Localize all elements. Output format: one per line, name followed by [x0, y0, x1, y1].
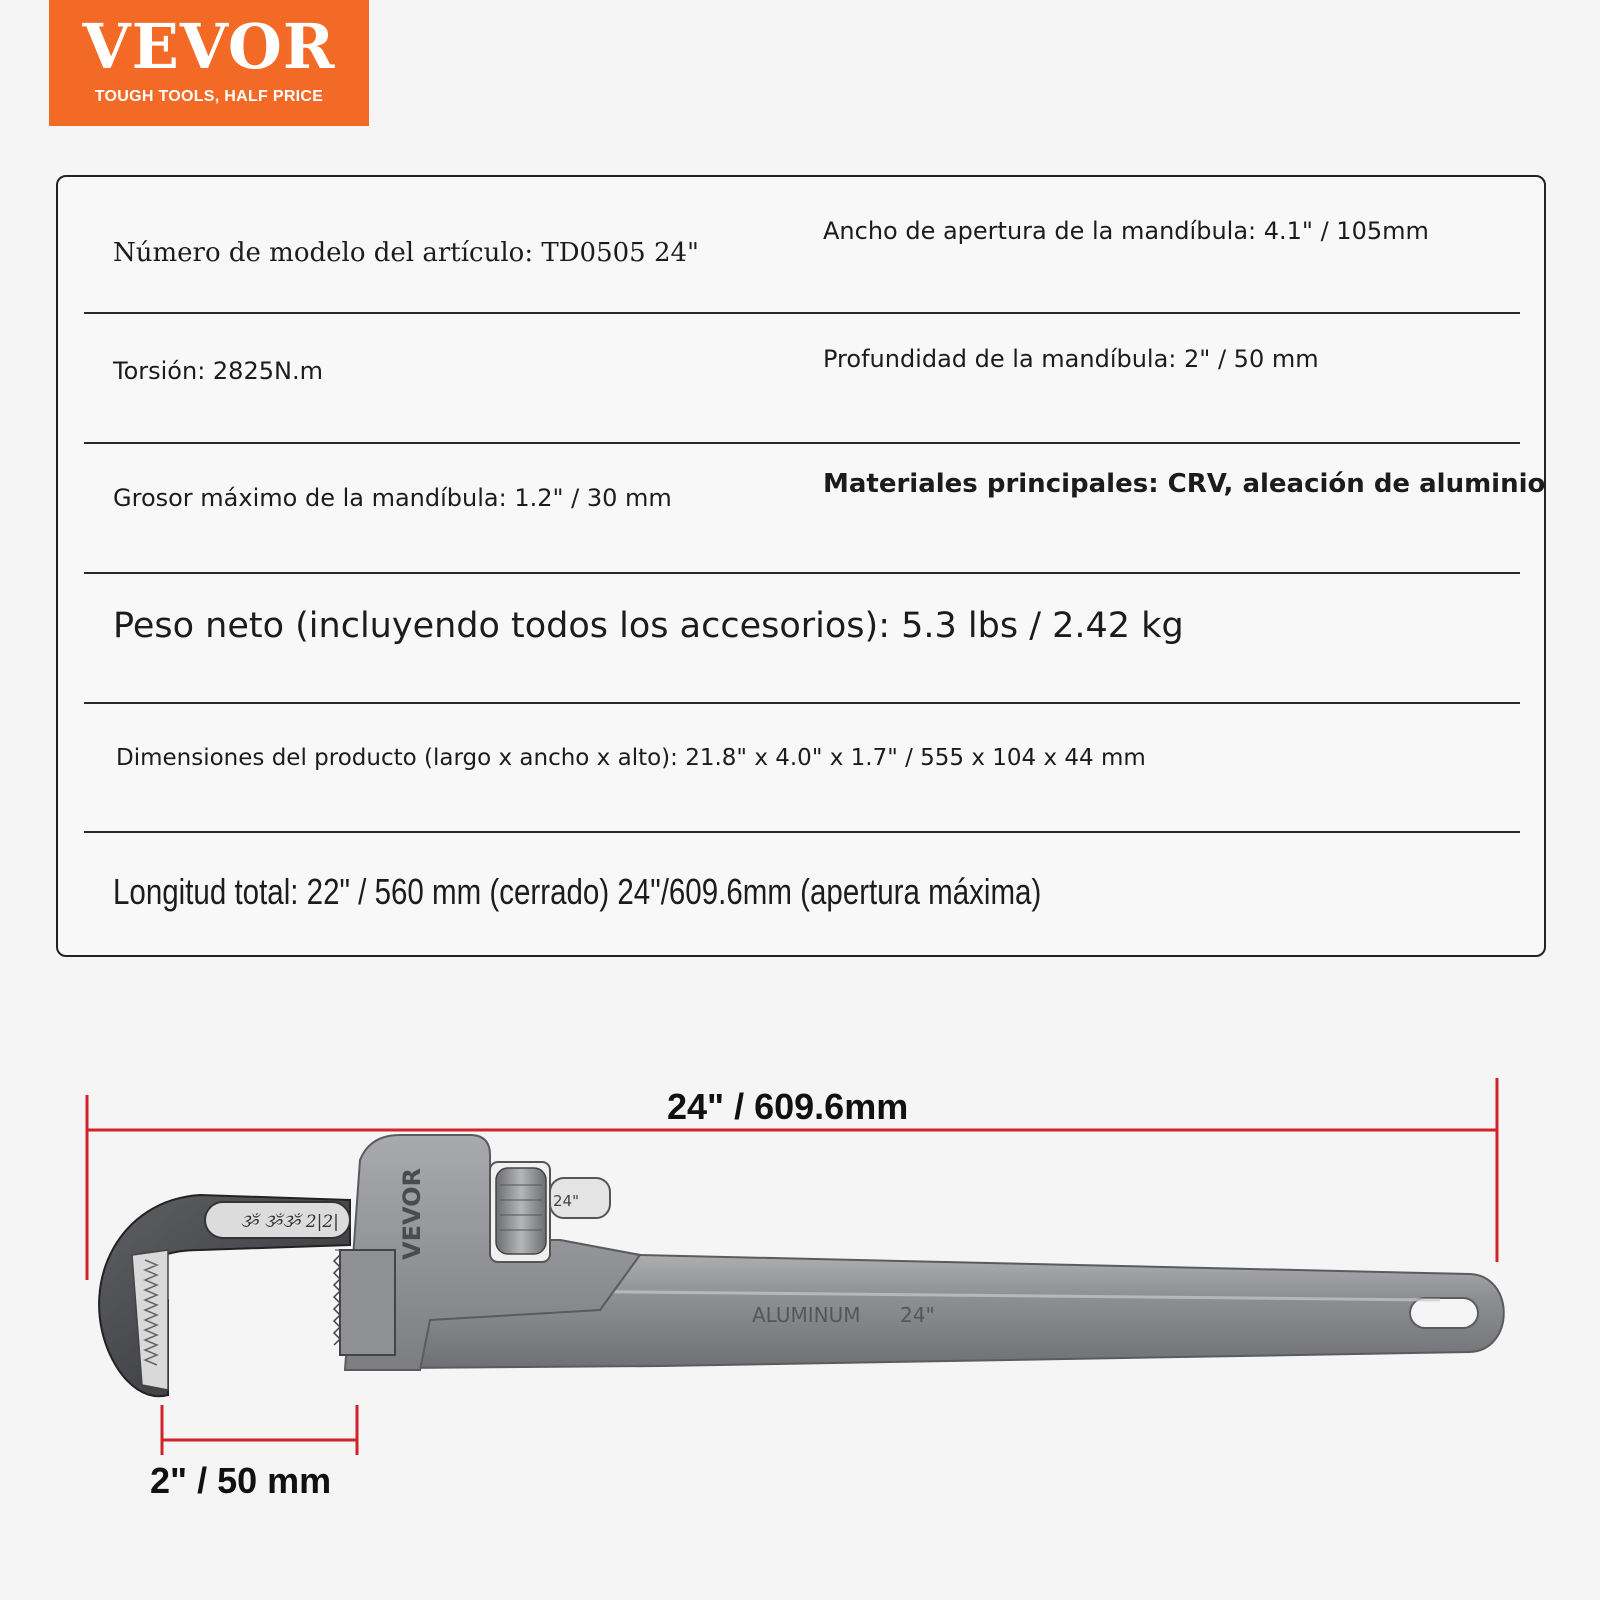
wrench-hook-jaw — [99, 1195, 359, 1396]
jaw-depth-label: 2" / 50 mm — [150, 1460, 332, 1501]
handle-size-engraving: 24" — [900, 1303, 935, 1327]
jaw-size-engraving: 24" — [553, 1192, 579, 1210]
row-divider — [84, 442, 1520, 444]
spec-weight: Peso neto (incluyendo todos los accesorios): 5.3 lbs / 2.42 kg — [113, 606, 1184, 646]
spec-jaw-depth: Profundidad de la mandíbula: 2" / 50 mm — [823, 345, 1319, 373]
spec-jaw-thickness: Grosor máximo de la mandíbula: 1.2" / 30 mm — [113, 484, 672, 512]
brand-logo — [49, 0, 369, 126]
row-divider — [84, 831, 1520, 833]
row-divider — [84, 702, 1520, 704]
spec-dimensions: Dimensiones del producto (largo x ancho x alto): 21.8" x 4.0" x 1.7" / 555 x 104 x 44 mm — [116, 745, 1146, 771]
total-length-label: 24" / 609.6mm — [667, 1086, 909, 1127]
wrench-diagram — [0, 1050, 1600, 1530]
spec-materials: Materiales principales: CRV, aleación de aluminio — [823, 469, 1546, 499]
wrench-lower-jaw — [334, 1250, 395, 1355]
jaw-depth-measure — [162, 1405, 357, 1455]
spec-jaw-opening: Ancho de apertura de la mandíbula: 4.1" / 105mm — [823, 217, 1429, 245]
row-divider — [84, 312, 1520, 314]
spec-model: Número de modelo del artículo: TD0505 24" — [113, 238, 700, 268]
spec-table — [56, 175, 1546, 957]
spec-torque: Torsión: 2825N.m — [113, 357, 323, 385]
svg-text:ૐ ૐૐ 2|2|: ૐ ૐૐ 2|2| — [240, 1212, 339, 1232]
handle-material-engraving: ALUMINUM — [752, 1303, 861, 1327]
spec-total-length: Longitud total: 22" / 560 mm (cerrado) 24"/609.6mm (apertura máxima) — [113, 871, 1042, 912]
brand-tagline: TOUGH TOOLS, HALF PRICE — [94, 88, 324, 105]
row-divider — [84, 572, 1520, 574]
wrench-brand-engraving: VEVOR — [398, 1167, 426, 1260]
brand-name: VEVOR — [82, 10, 336, 83]
